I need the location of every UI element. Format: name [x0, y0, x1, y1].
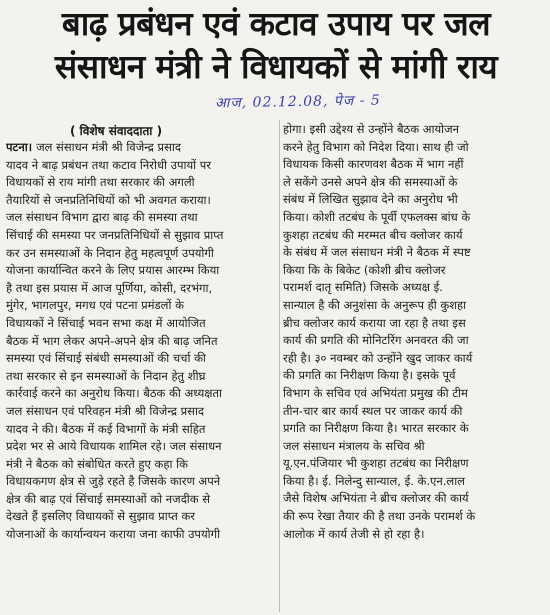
article-line: [6, 280, 276, 298]
article-line: तीन-चार बार कार्य स्थल पर जाकर कार्य की: [283, 403, 463, 418]
article-line-text: तैयारियों से जनप्रतिनिधियों को भी अवगत कराया।: [6, 192, 211, 207]
article-line: [6, 192, 276, 210]
article-line: कार्य की प्रगति की मोनिटरिंग अनवरत की जा: [283, 333, 469, 348]
article-line: करने हेतु विभाग को निदेश दिया। साथ ही जो: [283, 139, 469, 154]
article-line-text: प्रदेश भर से आये विधायक शामिल रहे। जल संसाधन: [6, 439, 222, 454]
dateline: पटना।: [6, 140, 37, 154]
article-line: रही है। ३० नवम्बर को उन्होंने खुद जाकर कार्य: [283, 350, 473, 365]
article-line: के संबंध में जल संसाधन मंत्री ने बैठक में स्पष्ट: [283, 245, 471, 260]
headline-line-2: संसाधन मंत्री ने विधायकों से मांगी राय: [54, 47, 498, 86]
article-line: [6, 157, 276, 175]
article-line-text: है तथा इस प्रयास में आज पूर्णिया, कोसी, दरभंगा,: [6, 280, 213, 295]
article-line-text: समस्या एवं सिंचाई संबंधी समस्याओं की चर्चा की: [6, 351, 206, 366]
article-line-text: जल संसाधन मंत्री श्री विजेन्द्र प्रसाद: [36, 140, 181, 154]
article-line: [6, 491, 276, 509]
article-line: किया कि के बिकेट (कोशी ब्रीच क्लोजर: [283, 262, 446, 277]
article-line-text: तथा सरकार से इन समस्याओं के निदान हेतु शीघ्र: [6, 368, 206, 383]
article-line-text: मुंगेर, भागलपुर, मगध एवं पटना प्रमंडलों के: [6, 298, 184, 313]
article-line-text: सिंचाई की समस्या पर जनप्रतिनिधियों से सुझाव प्राप्त: [6, 227, 224, 242]
article-column-right: [283, 121, 545, 543]
article-column-left: [6, 139, 276, 544]
article-line: की रूप रेखा तैयार की है तथा उनके परामर्श के: [283, 509, 476, 524]
article-line: विधायक किसी कारणवश बैठक में भाग नहीं: [283, 157, 464, 172]
article-line: सान्याल है की अनुशंसा के अनुरूप ही कुशहा: [283, 297, 467, 312]
article-line: [6, 421, 276, 439]
headline: [8, 2, 544, 88]
article-line: [6, 456, 276, 474]
article-line-text: कार्रवाई करने का अनुरोध किया। बैठक की अध्यक्षता: [6, 386, 223, 401]
article-line: [6, 174, 276, 192]
article-line: [6, 403, 276, 421]
article-line: [6, 297, 276, 315]
article-line: [6, 473, 276, 491]
headline-line-1: बाढ़ प्रबंधन एवं कटाव उपाय पर जल: [61, 4, 491, 43]
article-line: ब्रीच क्लोजर कार्य कराया जा रहा है तथा इस: [283, 315, 466, 330]
article-line-text: विधायकगण क्षेत्र से जुड़े रहते है जिसके कारण अपने: [6, 474, 221, 489]
article-line: यू.एन.पंजियार भी कुशहा तटबंध का निरीक्षण: [283, 456, 469, 471]
article-line: संबंध में लिखित सुझाव देने का अनुरोध भी: [283, 192, 458, 207]
article-line-text: योजना कार्यान्वित करने के लिए प्रयास आरम्भ किया: [6, 263, 220, 278]
article-line: होगा। इसी उद्देश्य से उन्होंने बैठक आयोजन: [283, 122, 460, 136]
article-line: [6, 262, 276, 280]
article-line: [6, 139, 276, 157]
column-divider: [279, 120, 280, 612]
article-line: आलोक में कार्य तेजी से हो रहा है।: [283, 526, 425, 541]
handwritten-source-note: आज, 02.12.08, पेज - 5: [214, 92, 381, 112]
article-line: [6, 438, 276, 456]
article-line: [6, 227, 276, 245]
article-line: जैसे विशेष अभियंता ने ब्रीच क्लोजर की कार्य: [283, 491, 469, 506]
article-line: किया है। ई. निलेन्दु सान्याल, ई. के.एन.लाल: [283, 473, 465, 488]
article-line: किया। कोशी तटबंध के पूर्वी एफलक्स बांध के: [283, 209, 471, 224]
article-line-text: विधायकों ने सिंचाई भवन सभा कक्ष में आयोजित: [6, 315, 206, 330]
article-line: प्रगति का निरीक्षण किया है। भारत सरकार के: [283, 421, 469, 436]
article-line: कुशहा तटबंध की मरम्मत बीच क्लोजर कार्य: [283, 227, 463, 242]
article-line-text: जल संसाधन विभाग द्वारा बाढ़ की समस्या तथा: [6, 210, 198, 225]
article-line: ले सकेंगे उनसे अपने क्षेत्र की समस्याओं के: [283, 174, 458, 189]
article-line-text: क्षेत्र की बाढ़ एवं सिंचाई समस्याओं को नजदीक से: [6, 491, 211, 506]
article-line: जल संसाधन मंत्रालय के सचिव श्री: [283, 438, 425, 453]
article-line-text: यादव ने की। बैठक में कई विभागों के मंत्री सहित: [6, 421, 206, 436]
article-line-text: मंत्री ने बैठक को संबोधित करते हुए कहा कि: [6, 456, 188, 471]
article-line: [6, 245, 276, 263]
article-line: की प्रगति का निरीक्षण किया है। इसके पूर्व: [283, 368, 456, 383]
article-line: [6, 526, 276, 544]
article-line-text: बैठक में भाग लेकर अपने-अपने क्षेत्र की बाढ़ जनित: [6, 333, 218, 348]
article-line: [6, 368, 276, 386]
article-line-text: यादव ने बाढ़ प्रबंधन तथा कटाव निरोधी उपायों पर: [6, 157, 212, 172]
article-line-text: योजनाओं के कार्यान्वयन कराया जना काफी उपयोगी: [6, 527, 221, 542]
article-line: परामर्श दातृ समिति) जिसके अध्यक्ष ई.: [283, 280, 443, 295]
article-line-text: विधायकों से राय मांगी तथा सरकार की अगली: [6, 175, 195, 190]
article-line-text: जल संसाधन एवं परिवहन मंत्री श्री विजेन्द्र प्रसाद: [6, 403, 205, 418]
article-line: [6, 385, 276, 403]
article-line-text: देखते हैं इसलिए विधायकों से सुझाव प्राप्त कर: [6, 509, 195, 524]
article-line: [6, 333, 276, 351]
article-line: [6, 209, 276, 227]
byline: ( विशेष संवाददाता ): [70, 124, 163, 138]
article-line: [6, 350, 276, 368]
article-line: [6, 315, 276, 333]
article-line-text: कर उन समस्याओं के निदान हेतु महत्वपूर्ण उपयोगी: [6, 245, 214, 260]
article-line: विभाग के सचिव एवं अभियंता प्रमुख की टीम: [283, 385, 468, 400]
article-line: [6, 508, 276, 526]
